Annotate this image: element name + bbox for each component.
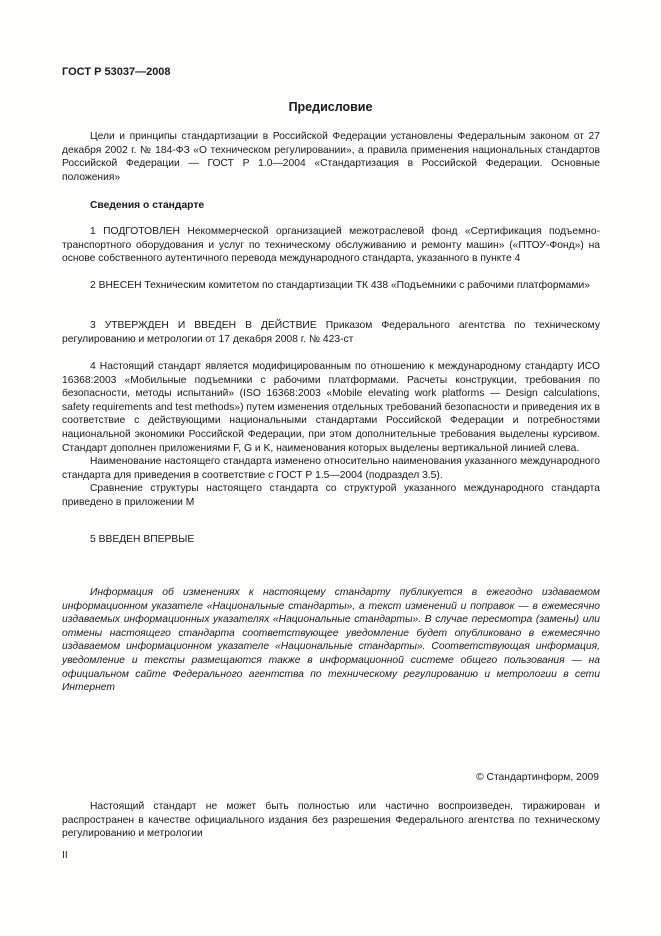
intro-paragraph: Цели и принципы стандартизации в Российской Федерации установлены Федеральным законом от 27 декабря 2002 г. № 184-ФЗ «О техническом регулировании», а правила применения национальных стандартов Российской Федерации — ГОСТ Р 1.0—2004 «Стандартизация в Российской Федерации. Основные положения»: [62, 131, 600, 183]
copyright-line: © Стандартинформ, 2009: [476, 772, 599, 783]
rights-notice-paragraph: Настоящий стандарт не может быть полностью или частично воспроизведен, тиражирован и распространен в качестве официального издания без разрешения Федерального агентства по техническому регулированию и метрологии: [62, 801, 600, 840]
item-5-paragraph: 5 ВВЕДЕН ВПЕРВЫЕ: [90, 534, 195, 545]
item-1-paragraph: 1 ПОДГОТОВЛЕН Некоммерческой организацией межотраслевой фонд «Сертификация подъемно-транспортного оборудования и услуг по техническому обслуживанию и ремонту машин» («ПТОУ-Фонд») на основе собственного аутентичного перевода международного стандарта, указанного в пункте 4: [62, 226, 600, 265]
item-3-paragraph: 3 УТВЕРЖДЕН И ВВЕДЕН В ДЕЙСТВИЕ Приказом Федерального агентства по техническому регулированию и метрологии от 17 декабря 2008 г. № 423-ст: [62, 320, 600, 345]
rights-notice-block: [62, 800, 600, 841]
item-4-paragraph-1: 4 Настоящий стандарт является модифицированным по отношению к международному стандарту ИСО 16368:2003 «Мобильные подъемники с рабочими платформами. Расчеты конструкции, требования по безопасности, методы испытаний» (ISO 16368:2003 «Mobile elevating work platforms — Design calculations, safety requirements and test methods») путем изменения отдельных требований безопасности и приведения их в соответствие с действующими национальными стандартами Российской Федерации и потребностями национальной экономики Российской Федерации, при этом дополнительные требования выделены курсивом. Стандарт дополнен приложениями F, G и K, наименования которых выделены вертикальной линией слева.: [62, 361, 600, 454]
page-number: II: [62, 850, 68, 861]
item-3-block: [62, 319, 600, 346]
intro-block: [62, 130, 600, 184]
about-heading-block: [62, 199, 600, 213]
standard-id-header: ГОСТ Р 53037—2008: [62, 66, 171, 78]
item-5-block: [62, 533, 600, 547]
about-standard-heading: Сведения о стандарте: [90, 200, 205, 211]
info-notice-paragraph: Информация об изменениях к настоящему стандарту публикуется в ежегодно издаваемом информационном указателе «Национальные стандарты», а текст изменений и поправок — в ежемесячно издаваемых информационных указателях «Национальные стандарты». В случае пересмотра (замены) или отмены настоящего стандарта соответствующее уведомление будет опубликовано в ежемесячно издаваемом информационном указателе «Национальные стандарты». Соответствующая информация, уведомление и тексты размещаются также в информационной системе общего пользования — на официальном сайте Федерального агентства по техническому регулированию и метрологии в сети Интернет: [62, 587, 600, 694]
item-2-paragraph: 2 ВНЕСЕН Техническим комитетом по стандартизации ТК 438 «Подъемники с рабочими платформами»: [90, 280, 590, 291]
item-2-block: [62, 279, 600, 293]
page-title: Предисловие: [288, 100, 373, 114]
item-4-block: [62, 360, 600, 510]
item-1-block: [62, 225, 600, 266]
info-notice-block: [62, 586, 600, 695]
item-4-paragraph-3: Сравнение структуры настоящего стандарта со структурой указанного международного стандарта приведено в приложении М: [62, 483, 600, 508]
item-4-paragraph-2: Наименование настоящего стандарта изменено относительно наименования указанного международного стандарта для приведения в соответствие с ГОСТ Р 1.5—2004 (подраздел 3.5).: [62, 456, 600, 481]
